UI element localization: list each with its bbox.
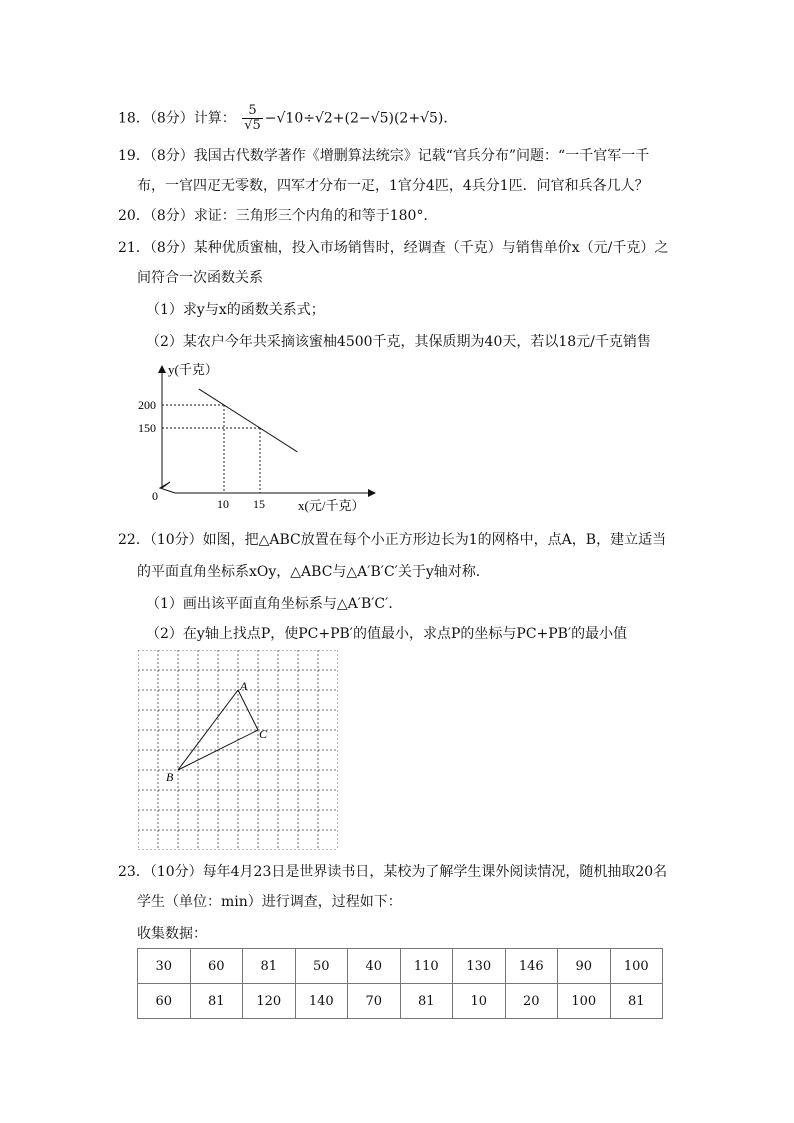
table-cell: 140	[295, 984, 348, 1019]
table-cell: 50	[295, 949, 348, 984]
table-cell: 100	[558, 984, 611, 1019]
table-row	[138, 949, 663, 984]
question-21-line-2: 间符合一次函数关系	[137, 270, 263, 286]
math-text: (2+	[393, 110, 421, 127]
question-score: （8分）	[149, 110, 194, 127]
math-sqrt: √2	[314, 110, 333, 127]
table-cell: 70	[348, 984, 401, 1019]
function-line	[199, 389, 298, 452]
math-op: ÷	[303, 110, 315, 127]
y-axis-label: y(千克）	[168, 362, 218, 377]
math-sqrt: √5	[370, 110, 389, 127]
data-table	[137, 948, 663, 1019]
question-21-line-1: 21．（8分）某种优质蜜柚，投入市场销售时，经调查（千克）与销售单价x（元/千克）之	[118, 240, 669, 256]
table-cell: 30	[138, 949, 191, 984]
table-cell: 60	[190, 949, 243, 984]
origin-label: 0	[152, 489, 158, 503]
fraction-denominator: √5	[244, 118, 261, 133]
question-23-line-2: 学生（单位：min）进行调查，过程如下：	[137, 894, 402, 910]
table-cell: 100	[610, 949, 663, 984]
question-22-line-2: 的平面直角坐标系xOy，△ABC与△A′B′C′关于y轴对称．	[137, 564, 490, 580]
math-text: (2−	[344, 110, 371, 127]
question-19-line-2: 布，一官四疋无零数，四军才分布一疋，1官分4匹，4兵分1匹．问官和兵各几人？	[137, 178, 649, 194]
coordinate-grid	[138, 650, 338, 850]
table-cell: 120	[243, 984, 296, 1019]
math-text: )	[388, 110, 394, 127]
question-number: 18．	[118, 110, 150, 127]
table-cell: 146	[505, 949, 558, 984]
math-op: +	[332, 110, 345, 127]
math-op: −	[264, 110, 277, 127]
question-19-line-1: 19．（8分）我国古代数学著作《增删算法统宗》记载“官兵分布”问题：“一千官军一千	[118, 148, 650, 164]
table-row	[138, 984, 663, 1019]
table-cell: 81	[190, 984, 243, 1019]
point-c-label: C	[259, 727, 268, 741]
math-sqrt: √10	[276, 110, 304, 127]
table-cell: 40	[348, 949, 401, 984]
question-22-sub-1: （1）画出该平面直角坐标系与△A′B′C′．	[146, 596, 403, 612]
question-21-sub-1: （1）求y与x的函数关系式；	[146, 302, 325, 318]
point-b-label: B	[166, 770, 174, 784]
question-18	[118, 104, 457, 133]
y-tick-label: 200	[138, 398, 156, 412]
question-21-sub-2: （2）某农户今年共采摘该蜜柚4500千克，其保质期为40天，若以18元/千克销售	[146, 334, 651, 350]
question-23-line-1: 23．（10分）每年4月23日是世界读书日，某校为了解学生课外阅读情况，随机抽取20名	[118, 864, 668, 880]
x-axis-label: x(元/千克）	[298, 498, 365, 513]
fraction-numerator: 5	[242, 104, 263, 119]
question-22-sub-2: （2）在y轴上找点P，使PC+PB′的值最小，求点P的坐标与PC+PB′的最小值	[146, 626, 628, 642]
table-cell: 81	[243, 949, 296, 984]
question-22-line-1: 22．（10分）如图，把△ABC放置在每个小正方形边长为1的网格中，点A，B，建立适当	[118, 532, 667, 548]
table-cell: 60	[138, 984, 191, 1019]
question-lead: 计算：	[193, 110, 236, 127]
collect-data-label: 收集数据：	[137, 926, 207, 942]
table-cell: 130	[453, 949, 506, 984]
table-cell: 110	[400, 949, 453, 984]
question-20: 20．（8分）求证：三角形三个内角的和等于180°．	[118, 208, 438, 224]
math-sqrt: √5	[420, 110, 438, 127]
math-text: ．	[443, 110, 458, 127]
table-cell: 10	[453, 984, 506, 1019]
fraction	[242, 104, 263, 133]
x-tick-label: 15	[253, 497, 265, 511]
x-tick-label: 10	[217, 497, 229, 511]
table-cell: 81	[400, 984, 453, 1019]
function-graph	[130, 360, 390, 520]
table-cell: 20	[505, 984, 558, 1019]
table-cell: 81	[610, 984, 663, 1019]
math-text: )	[437, 110, 444, 127]
y-tick-label: 150	[138, 421, 156, 435]
table-cell: 90	[558, 949, 611, 984]
point-a-label: A	[240, 679, 248, 693]
